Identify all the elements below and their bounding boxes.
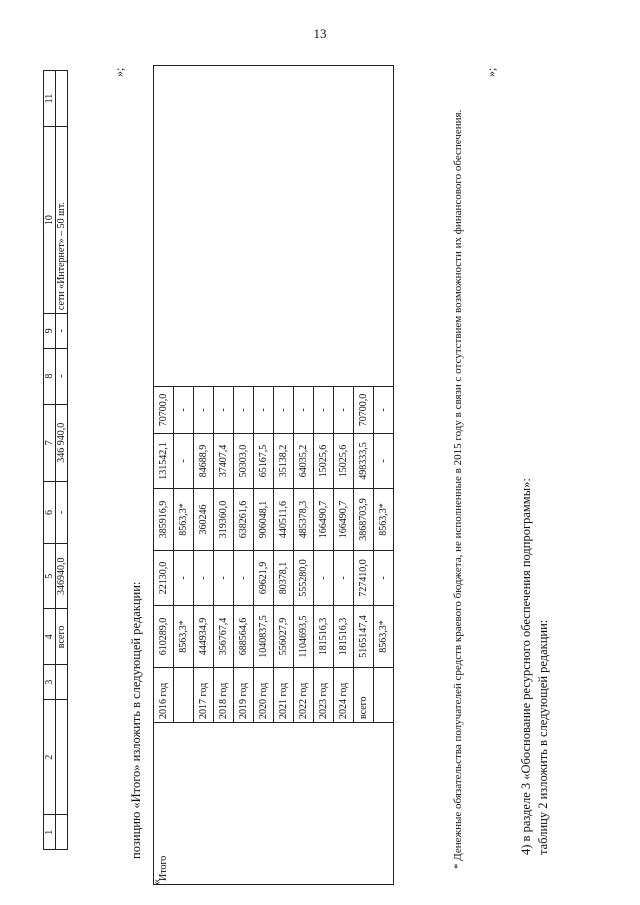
table-cell: 35138,2 bbox=[274, 434, 294, 489]
table-cell: 346 940,0 bbox=[56, 404, 68, 481]
empty-cell bbox=[154, 66, 394, 387]
table-cell: 485378,3 bbox=[294, 489, 314, 551]
table-cell: 688564,6 bbox=[234, 606, 254, 668]
table-cell: - bbox=[56, 348, 68, 404]
header-cell: 6 bbox=[44, 482, 56, 544]
table-cell: - bbox=[334, 551, 354, 606]
opening-quote-mark: « bbox=[149, 879, 163, 885]
table-cell: всего bbox=[354, 668, 374, 723]
table-cell: - bbox=[194, 551, 214, 606]
table-cell: 8563,3* bbox=[174, 489, 194, 551]
header-cell: 5 bbox=[44, 543, 56, 609]
table-cell: 69621,9 bbox=[254, 551, 274, 606]
table-cell: - bbox=[254, 387, 274, 434]
table-cell: - bbox=[374, 434, 394, 489]
table-cell: - bbox=[174, 434, 194, 489]
table-cell: 356767,4 bbox=[214, 606, 234, 668]
table-cell: - bbox=[294, 387, 314, 434]
table-cell bbox=[56, 815, 68, 850]
table-cell: 8563,3* bbox=[374, 606, 394, 668]
table-cell: 70700,0 bbox=[154, 387, 174, 434]
page-number: 13 bbox=[313, 26, 327, 41]
table-cell: 70700,0 bbox=[354, 387, 374, 434]
table-cell: 906048,1 bbox=[254, 489, 274, 551]
table-cell: 37407,4 bbox=[214, 434, 234, 489]
table-cell: 440511,6 bbox=[274, 489, 294, 551]
table-cell: 181516,3 bbox=[334, 606, 354, 668]
footnote: * Денежные обязательства получателей средств краевого бюджета, не исполненные в 2015 году в связи с отсутствием возможности их финансового обеспечения. bbox=[452, 109, 464, 869]
table-cell: 2019 год bbox=[234, 668, 254, 723]
table-cell: 131542,1 bbox=[154, 434, 174, 489]
table-cell: - bbox=[274, 387, 294, 434]
table-cell: - bbox=[174, 551, 194, 606]
table-cell: - bbox=[314, 387, 334, 434]
table-cell: - bbox=[56, 314, 68, 349]
table-cell: 2022 год bbox=[294, 668, 314, 723]
header-cell: 7 bbox=[44, 404, 56, 481]
table-cell: 346940,0 bbox=[56, 543, 68, 609]
table-cell bbox=[56, 665, 68, 700]
table-cell: 2024 год bbox=[334, 668, 354, 723]
table-cell: 2020 год bbox=[254, 668, 274, 723]
table-cell: 22130,0 bbox=[154, 551, 174, 606]
continuation-table bbox=[43, 70, 68, 850]
table-cell: 556027,9 bbox=[274, 606, 294, 668]
table-cell: - bbox=[374, 551, 394, 606]
table-cell: 2021 год bbox=[274, 668, 294, 723]
table-cell: 2018 год bbox=[214, 668, 234, 723]
table-cell: 638261,6 bbox=[234, 489, 254, 551]
header-cell: 10 bbox=[44, 127, 56, 314]
row-label-cell: Итого bbox=[154, 723, 394, 885]
table-cell: - bbox=[214, 551, 234, 606]
table-cell: 385916,9 bbox=[154, 489, 174, 551]
header-cell: 8 bbox=[44, 348, 56, 404]
table-cell: 166490,7 bbox=[314, 489, 334, 551]
table-cell: 610289,0 bbox=[154, 606, 174, 668]
table-cell: 8563,3* bbox=[174, 606, 194, 668]
table-cell: - bbox=[214, 387, 234, 434]
table-cell: 444934,9 bbox=[194, 606, 214, 668]
table-cell: - bbox=[234, 551, 254, 606]
table-cell: 181516,3 bbox=[314, 606, 334, 668]
header-cell: 11 bbox=[44, 71, 56, 127]
table-cell: - bbox=[194, 387, 214, 434]
table-cell: 15025,6 bbox=[314, 434, 334, 489]
table-cell bbox=[56, 699, 68, 815]
header-cell: 4 bbox=[44, 609, 56, 665]
header-cell: 9 bbox=[44, 314, 56, 349]
table-cell: 50303,0 bbox=[234, 434, 254, 489]
table-cell: - bbox=[174, 387, 194, 434]
closing-quote-mark-2: »; bbox=[484, 67, 498, 77]
section-item-text: 4) в разделе 3 «Обоснование ресурсного обеспечения подпрограммы»: bbox=[519, 478, 533, 855]
table-cell: 2017 год bbox=[194, 668, 214, 723]
table-cell: 360246 bbox=[194, 489, 214, 551]
table-cell: 727410,0 bbox=[354, 551, 374, 606]
table-cell: - bbox=[234, 387, 254, 434]
header-cell: 2 bbox=[44, 699, 56, 815]
table-row bbox=[56, 71, 68, 850]
table-cell: 498333,5 bbox=[354, 434, 374, 489]
table-cell bbox=[374, 668, 394, 723]
header-cell: 3 bbox=[44, 665, 56, 700]
table-cell: 64035,2 bbox=[294, 434, 314, 489]
intro-text: позицию «Итого» изложить в следующей редакции: bbox=[129, 581, 143, 859]
table-cell: 319360,0 bbox=[214, 489, 234, 551]
table-cell: 5165147,4 bbox=[354, 606, 374, 668]
rotated-page-content bbox=[3, 25, 623, 895]
table-cell: - bbox=[374, 387, 394, 434]
closing-quote-mark: »; bbox=[112, 67, 126, 77]
table-cell bbox=[56, 71, 68, 127]
table-cell: 1040837,5 bbox=[254, 606, 274, 668]
table-cell: 555280,0 bbox=[294, 551, 314, 606]
table-header-row bbox=[44, 71, 56, 850]
table-cell bbox=[174, 668, 194, 723]
table-cell: 84688,9 bbox=[194, 434, 214, 489]
table-cell: 65167,5 bbox=[254, 434, 274, 489]
table-cell: всего bbox=[56, 609, 68, 665]
table-cell: 3868703,9 bbox=[354, 489, 374, 551]
table-row bbox=[154, 66, 174, 885]
header-cell: 1 bbox=[44, 815, 56, 850]
table-cell: 8563,3* bbox=[374, 489, 394, 551]
table-cell: 166490,7 bbox=[334, 489, 354, 551]
table-cell: сети «Интернет» – 50 шт. bbox=[56, 127, 68, 314]
table-cell: 2016 год bbox=[154, 668, 174, 723]
table-cell: - bbox=[334, 387, 354, 434]
table-cell: 1104693,5 bbox=[294, 606, 314, 668]
table-cell: 2023 год bbox=[314, 668, 334, 723]
totals-table bbox=[153, 65, 394, 885]
table-cell: 15025,6 bbox=[334, 434, 354, 489]
table-cell: - bbox=[314, 551, 334, 606]
table-cell: - bbox=[56, 482, 68, 544]
section-sub-text: таблицу 2 изложить в следующей редакции: bbox=[536, 619, 550, 855]
table-cell: 80378,1 bbox=[274, 551, 294, 606]
